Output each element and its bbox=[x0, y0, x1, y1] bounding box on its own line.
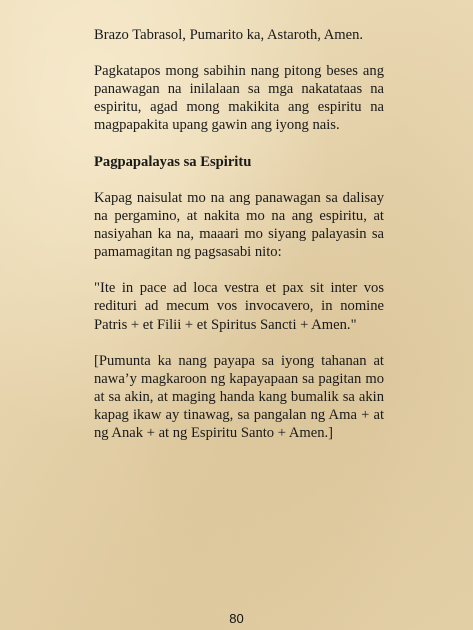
paragraph-spacer bbox=[94, 44, 384, 62]
paragraph-spacer bbox=[94, 171, 384, 189]
paragraph-closing-invocation: Brazo Tabrasol, Pumarito ka, Astaroth, Amen. bbox=[94, 27, 364, 43]
section-heading: Pagpapalayas sa Espiritu bbox=[94, 153, 252, 170]
page-body bbox=[94, 26, 384, 442]
paragraph-spacer bbox=[94, 135, 384, 153]
paragraph-latin-formula: "Ite in pace ad loca vestra et pax sit inter vos redituri ad mecum vos invocavero, in nomine Patris + et Filii + et Spiritus Sancti + Amen." bbox=[94, 280, 384, 333]
paragraph-spacer bbox=[94, 334, 384, 352]
paragraph-seven-times: Pagkatapos mong sabihin nang pitong beses ang panawagan na inilalaan sa mga nakatataas na espiritu, agad mong makikita ang espiritu na magpapakita upang gawin ang iyong nais. bbox=[94, 63, 384, 134]
paragraph-translation: [Pumunta ka nang payapa sa iyong tahanan at nawa’y magkaroon ng kapayapaan sa pagitan mo at sa akin, at maging handa kang bumalik sa akin kapag ikaw ay tinawag, sa pangalan ng Ama + at ng Anak + at ng Espiritu Santo + Amen.] bbox=[94, 352, 384, 442]
paragraph-spacer bbox=[94, 261, 384, 279]
page-number: 80 bbox=[229, 611, 244, 626]
paragraph-dismissal-intro: Kapag naisulat mo na ang panawagan sa dalisay na pergamino, at nakita mo na ang espiritu, at nasiyahan ka na, maaari mo siyang palayasin sa pamamagitan ng pagsasabi nito: bbox=[94, 189, 384, 261]
